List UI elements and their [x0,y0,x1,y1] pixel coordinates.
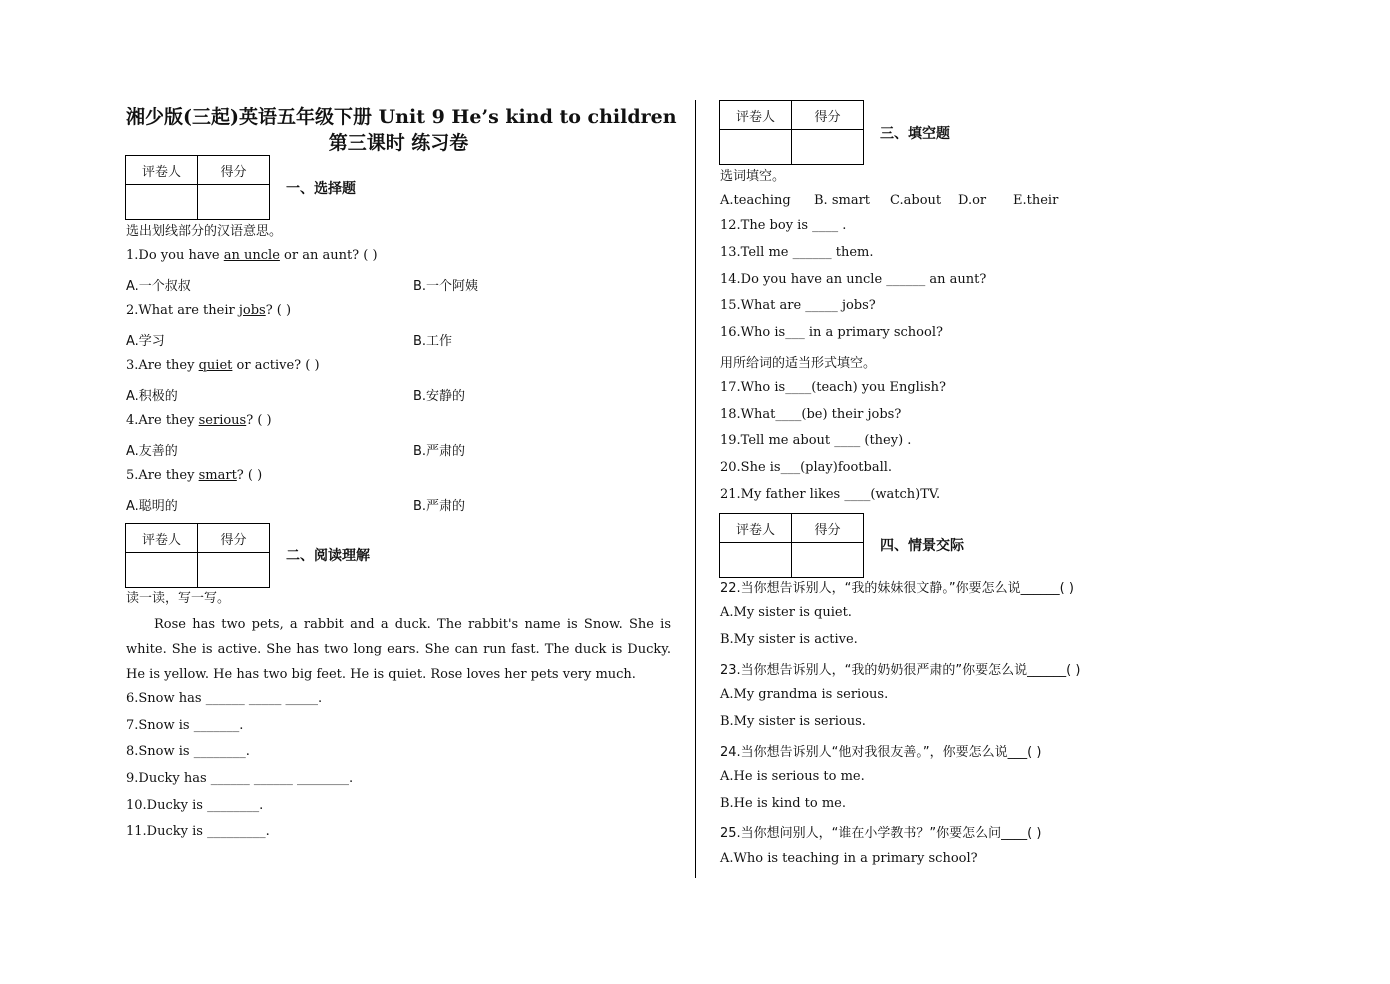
q24-option-a[interactable]: A.He is serious to me. [720,769,865,784]
grader-label: 评卷人 [126,156,198,185]
q22-option-a[interactable]: A.My sister is quiet. [720,605,852,620]
q10: 10.Ducky is ________. [126,798,264,813]
q1-option-b[interactable]: B.一个阿姨 [413,279,479,294]
word-option-d: D.or [958,193,987,208]
q2: 2.What are their jobs? ( ) [126,303,292,318]
q21: 21.My father likes ____(watch)TV. [720,487,941,502]
grader-cell[interactable] [126,185,198,220]
reading-passage: Rose has two pets, a rabbit and a duck. The rabbit's name is Snow. She is white. She is active. She has two long ears. She can run fast. The duck is Ducky. He is yellow. He has two big feet. He is quiet. Rose loves her pets very much. [126,617,671,682]
grader-label: 评卷人 [720,101,792,130]
q4: 4.Are they serious? ( ) [126,413,272,428]
q13: 13.Tell me ______ them. [720,245,874,260]
q4-option-a[interactable]: A.友善的 [126,444,178,459]
q16: 16.Who is___ in a primary school? [720,325,943,340]
score-table-2 [125,523,270,588]
q4-option-b[interactable]: B.严肃的 [413,444,466,459]
grader-cell[interactable] [126,553,198,588]
section-3-heading: 三、填空题 [880,126,950,142]
column-divider [695,100,696,878]
s3-instruction-2: 用所给词的适当形式填空。 [720,356,877,371]
q8: 8.Snow is ________. [126,744,250,759]
score-label: 得分 [198,156,270,185]
q23-option-b[interactable]: B.My sister is serious. [720,714,866,729]
q25: 25.当你想问别人，“谁在小学教书？”你要怎么问____( ) [720,826,1042,841]
q18: 18.What____(be) their jobs? [720,407,902,422]
q22-option-b[interactable]: B.My sister is active. [720,632,858,647]
s1-instruction: 选出划线部分的汉语意思。 [126,224,283,239]
score-label: 得分 [792,514,864,543]
score-table-3 [719,100,864,165]
q2-option-b[interactable]: B.工作 [413,334,453,349]
q12: 12.The boy is ____ . [720,218,847,233]
q20: 20.She is___(play)football. [720,460,893,475]
score-table-4 [719,513,864,578]
score-table-1 [125,155,270,220]
grader-label: 评卷人 [720,514,792,543]
q9: 9.Ducky has ______ ______ ________. [126,771,354,786]
section-1-heading: 一、选择题 [286,181,356,197]
q5: 5.Are they smart? ( ) [126,468,263,483]
q24: 24.当你想告诉别人“他对我很友善。”，你要怎么说___( ) [720,745,1042,760]
word-option-b: B. smart [814,193,871,208]
q14: 14.Do you have an uncle ______ an aunt? [720,272,987,287]
q19: 19.Tell me about ____ (they) . [720,433,912,448]
q5-option-b[interactable]: B.严肃的 [413,499,466,514]
s2-instruction: 读一读，写一写。 [126,591,231,606]
q3: 3.Are they quiet or active? ( ) [126,358,320,373]
score-cell[interactable] [198,185,270,220]
q1: 1.Do you have an uncle or an aunt? ( ) [126,248,378,263]
score-label: 得分 [792,101,864,130]
q3-option-a[interactable]: A.积极的 [126,389,178,404]
section-2-heading: 二、阅读理解 [286,548,370,564]
score-cell[interactable] [792,130,864,165]
q15: 15.What are _____ jobs? [720,298,876,313]
grader-cell[interactable] [720,130,792,165]
q22: 22.当你想告诉别人，“我的妹妹很文静。”你要怎么说______( ) [720,581,1074,596]
q23-option-a[interactable]: A.My grandma is serious. [720,687,889,702]
q7: 7.Snow is _______. [126,718,244,733]
grader-label: 评卷人 [126,524,198,553]
word-option-a: A.teaching [720,193,791,208]
q3-option-b[interactable]: B.安静的 [413,389,466,404]
section-4-heading: 四、情景交际 [880,538,964,554]
q17: 17.Who is____(teach) you English? [720,380,946,395]
page-title-line1: 湘少版(三起)英语五年级下册 Unit 9 He’s kind to children [126,106,677,128]
q5-option-a[interactable]: A.聪明的 [126,499,178,514]
q25-option-a[interactable]: A.Who is teaching in a primary school? [720,851,978,866]
score-cell[interactable] [198,553,270,588]
q23: 23.当你想告诉别人，“我的奶奶很严肃的”你要怎么说______( ) [720,663,1081,678]
q24-option-b[interactable]: B.He is kind to me. [720,796,847,811]
score-cell[interactable] [792,543,864,578]
grader-cell[interactable] [720,543,792,578]
word-option-c: C.about [890,193,942,208]
word-option-e: E.their [1013,193,1059,208]
q2-option-a[interactable]: A.学习 [126,334,165,349]
page-title-line2: 第三课时 练习卷 [328,132,469,154]
q6: 6.Snow has ______ _____ _____. [126,691,323,706]
q1-option-a[interactable]: A.一个叔叔 [126,279,191,294]
score-label: 得分 [198,524,270,553]
q11: 11.Ducky is _________. [126,824,270,839]
s3-instruction-1: 选词填空。 [720,169,786,184]
